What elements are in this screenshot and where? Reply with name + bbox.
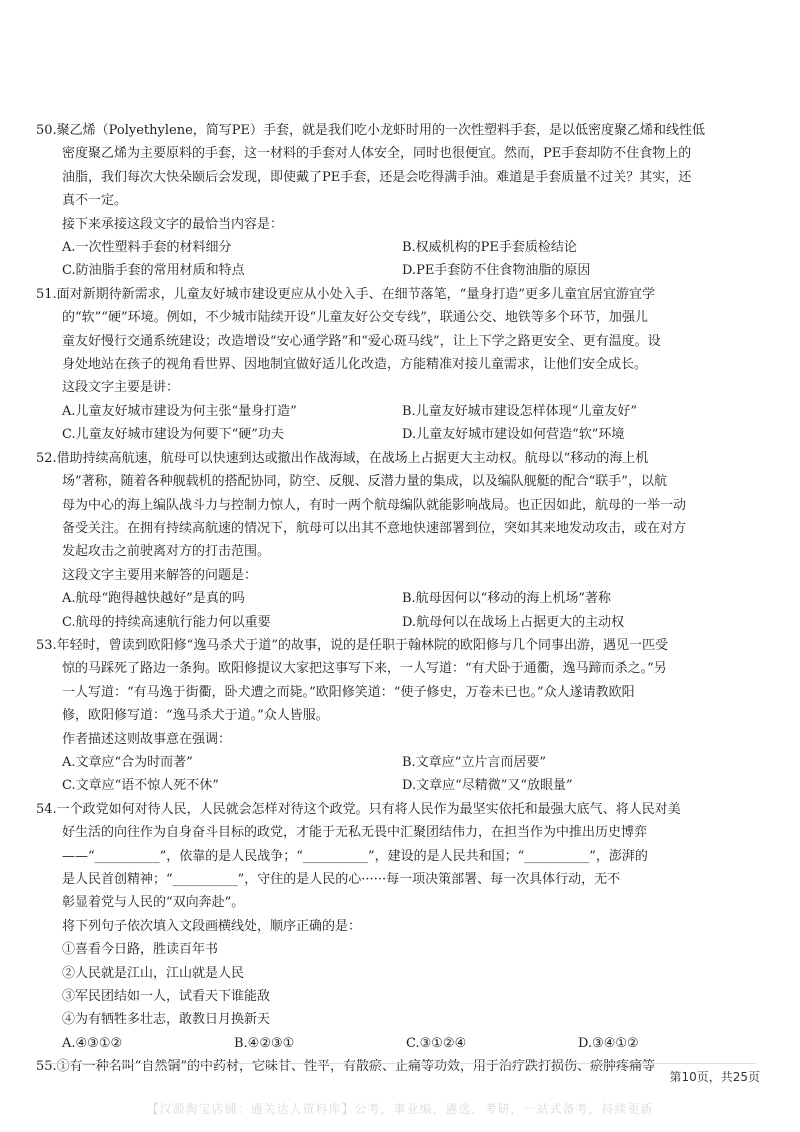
q50-option-b[interactable]: B.权威机构的PE手套质检结论 bbox=[402, 240, 577, 256]
q53-prompt: 作者描述这则故事意在强调： bbox=[62, 731, 232, 747]
q52-option-a[interactable]: A.航母“跑得越快越好”是真的吗 bbox=[62, 591, 245, 607]
q54-option-c[interactable]: C.③①②④ bbox=[406, 1035, 467, 1051]
q54-line-3: ——“__________”，依靠的是人民战争；“__________”，建设的是人民共和国；“__________”，澎湃的 bbox=[62, 848, 648, 864]
q51-option-d[interactable]: D.儿童友好城市建设如何营造“软”环境 bbox=[402, 427, 625, 443]
q53-option-c[interactable]: C.文章应“语不惊人死不休” bbox=[62, 778, 219, 794]
q53-option-a[interactable]: A.文章应“合为时而著” bbox=[62, 754, 193, 770]
q54-item-4: ④为有牺牲多壮志，敢教日月换新天 bbox=[62, 1012, 271, 1028]
q53-option-b[interactable]: B.文章应“立片言而居要” bbox=[402, 754, 546, 770]
q51-line-3: 童友好慢行交通系统建设；改造增设“安心通学路”和“爱心斑马线”，让上下学之路更安全、更有温度。设 bbox=[62, 333, 661, 349]
q51-line-1: 51.面对新期待新需求，儿童友好城市建设更应从小处入手、在细节落笔，“量身打造”更多儿童宜居宜游宜学 bbox=[36, 286, 655, 302]
q53-line-3: 一人写道：“有马逸于街衢，卧犬遭之而毙。”欧阳修笑道：“使子修史，万卷未已也。”众人遂请教欧阳 bbox=[62, 684, 635, 700]
q54-item-1: ①喜看今日路，胜读百年书 bbox=[62, 942, 219, 958]
q51-option-b[interactable]: B.儿童友好城市建设怎样体现“儿童友好” bbox=[402, 403, 637, 419]
q54-option-b[interactable]: B.④②③① bbox=[234, 1035, 295, 1051]
q50-options bbox=[36, 236, 770, 283]
question-52 bbox=[36, 447, 770, 634]
q54-line-5: 彰显着党与人民的“双向奔赴”。 bbox=[62, 895, 245, 911]
question-54 bbox=[36, 798, 770, 1055]
q53-options bbox=[36, 751, 770, 798]
q50-line-4: 真不一定。 bbox=[62, 193, 128, 209]
q55-line-1: 55.①有一种名叫“自然铜”的中药材，它味甘、性平，有散瘀、止痛等功效，用于治疗跌打损伤、瘀肿疼痛等 bbox=[36, 1059, 655, 1075]
question-55 bbox=[36, 1055, 770, 1078]
q53-line-2: 惊的马踩死了路边一条狗。欧阳修提议大家把这事写下来，一人写道：“有犬卧于通衢，逸马蹄而杀之。”另 bbox=[62, 661, 667, 677]
q54-option-d[interactable]: D.③④①② bbox=[578, 1035, 639, 1051]
question-50 bbox=[36, 119, 770, 283]
question-53 bbox=[36, 634, 770, 798]
q52-line-4: 备受关注。在拥有持续高航速的情况下，航母可以出其不意地快速部署到位，突如其来地发动攻击，或在对方 bbox=[62, 520, 687, 536]
q54-line-1: 54.一个政党如何对待人民，人民就会怎样对待这个政党。只有将人民作为最坚实依托和最强大底气、将人民对美 bbox=[36, 801, 681, 817]
q51-option-a[interactable]: A.儿童友好城市建设为何主张“量身打造” bbox=[62, 403, 297, 419]
q50-line-3: 油脂，我们每次大快朵颐后会发现，即使戴了PE手套，还是会吃得满手油。难道是手套质量不过关？其实，还 bbox=[62, 169, 692, 185]
q54-options bbox=[36, 1032, 770, 1055]
q54-line-4: 是人民首创精神；“__________”，守住的是人民的心······每一项决策部署、每一次具体行动，无不 bbox=[62, 872, 621, 887]
q51-options bbox=[36, 400, 770, 447]
page-number: 第10页，共25页 bbox=[669, 1070, 760, 1084]
q52-line-3: 母为中心的海上编队战斗力与控制力惊人，有时一两个航母编队就能影响战局。也正因如此，航母的一举一动 bbox=[62, 497, 687, 513]
q51-prompt: 这段文字主要是讲： bbox=[62, 380, 180, 396]
q52-line-1: 52.借助持续高航速，航母可以快速到达或撤出作战海域，在战场上占据更大主动权。航母以“移动的海上机 bbox=[36, 450, 649, 466]
q52-options bbox=[36, 587, 770, 634]
question-content bbox=[36, 119, 770, 1079]
q50-line-2: 密度聚乙烯为主要原料的手套，这一材料的手套对人体安全，同时也很便宜。然而，PE手套却防不住食物上的 bbox=[62, 146, 692, 162]
q51-line-4: 身处地站在孩子的视角看世界、因地制宜做好适儿化改造，方能精准对接儿童需求，让他们安全成长。 bbox=[62, 357, 648, 373]
q54-line-2: 好生活的向往作为自身奋斗目标的政党，才能于无私无畏中汇聚团结伟力，在担当作为中推出历史博弈 bbox=[62, 825, 648, 841]
q52-prompt: 这段文字主要用来解答的问题是： bbox=[62, 567, 258, 583]
question-51 bbox=[36, 283, 770, 447]
q54-prompt: 将下列句子依次填入文段画横线处，顺序正确的是： bbox=[62, 918, 362, 934]
q52-option-b[interactable]: B.航母因何以“移动的海上机场”著称 bbox=[402, 591, 611, 607]
q53-line-1: 53.年轻时，曾读到欧阳修“逸马杀犬于道”的故事，说的是任职于翰林院的欧阳修与几个同事出游，遇见一匹受 bbox=[36, 637, 668, 653]
q53-option-d[interactable]: D.文章应“尽精微”又“放眼量” bbox=[402, 778, 573, 794]
q50-line-1: 50.聚乙烯（Polyethylene，简写PE）手套，就是我们吃小龙虾时用的一次性塑料手套，是以低密度聚乙烯和线性低 bbox=[36, 123, 706, 138]
q52-option-d[interactable]: D.航母何以在战场上占据更大的主动权 bbox=[402, 614, 625, 630]
q53-line-4: 修，欧阳修写道：“逸马杀犬于道。”众人皆服。 bbox=[62, 708, 329, 724]
q51-line-2: 的“软”“硬”环境。例如，不少城市陆续开设“儿童友好公交专线”，联通公交、地铁等多个环节，加强儿 bbox=[62, 310, 648, 326]
q52-option-c[interactable]: C.航母的持续高速航行能力何以重要 bbox=[62, 614, 271, 630]
footer-divider bbox=[44, 1063, 756, 1064]
q52-line-2: 场”著称，随着各种舰载机的搭配协同，防空、反舰、反潜力量的集成，以及编队舰艇的配合“联手”，以航 bbox=[62, 474, 667, 490]
q50-prompt: 接下来承接这段文字的最恰当内容是： bbox=[62, 216, 284, 232]
q54-item-2: ②人民就是江山，江山就是人民 bbox=[62, 965, 245, 981]
q52-line-5: 发起攻击之前驶离对方的打击范围。 bbox=[62, 544, 271, 560]
q54-option-a[interactable]: A.④③①② bbox=[62, 1035, 123, 1051]
q50-option-c[interactable]: C.防油脂手套的常用材质和特点 bbox=[62, 263, 245, 279]
q54-item-3: ③军民团结如一人，试看天下谁能敌 bbox=[62, 989, 271, 1005]
q50-option-a[interactable]: A.一次性塑料手套的材料细分 bbox=[62, 240, 232, 256]
q51-option-c[interactable]: C.儿童友好城市建设为何要下“硬”功夫 bbox=[62, 427, 284, 443]
q50-option-d[interactable]: D.PE手套防不住食物油脂的原因 bbox=[402, 263, 591, 279]
watermark-footer: 【汉源淘宝店铺：通关达人资料库】公考，事业编，遴选，考研，一站式备考，持续更新 bbox=[146, 1102, 654, 1116]
